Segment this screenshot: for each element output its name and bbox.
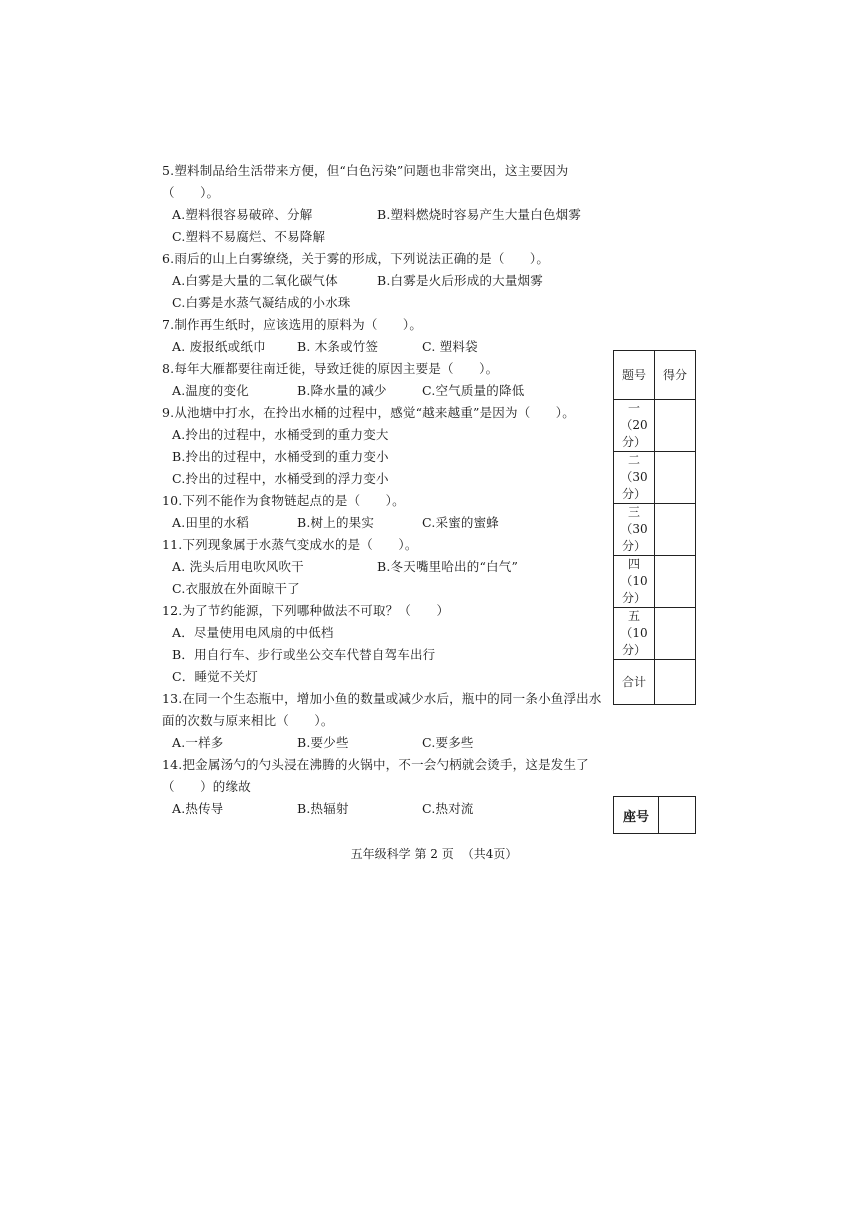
- answer-option[interactable]: B.热辐射: [297, 801, 349, 816]
- question-text: 5.塑料制品给生活带来方便，但“白色污染”问题也非常突出，这主要因为（ ）。: [162, 163, 569, 200]
- score-row: [614, 556, 696, 608]
- answer-option[interactable]: B. 木条或竹签: [297, 339, 379, 354]
- score-table: [613, 350, 696, 705]
- question-item: [162, 358, 610, 402]
- footer-page: 五年级科学 第 2 页: [350, 847, 454, 861]
- seat-number-label: 座号: [614, 797, 659, 834]
- question-text: 13.在同一个生态瓶中，增加小鱼的数量或减少水后，瓶中的同一条小鱼浮出水面的次数与原来相比（ ）。: [162, 691, 602, 728]
- score-cell[interactable]: [655, 556, 696, 608]
- score-row: [614, 608, 696, 660]
- answer-option[interactable]: A.一样多: [172, 735, 224, 750]
- score-table-header: [614, 351, 696, 400]
- score-row: [614, 452, 696, 504]
- score-cell[interactable]: [655, 400, 696, 452]
- answer-option[interactable]: C.拎出的过程中，水桶受到的浮力变小: [172, 471, 389, 486]
- score-total-row: [614, 660, 696, 705]
- answer-option[interactable]: A.热传导: [172, 801, 224, 816]
- score-cell[interactable]: [655, 452, 696, 504]
- score-row: [614, 504, 696, 556]
- question-item: [162, 160, 610, 248]
- answer-option[interactable]: C.空气质量的降低: [422, 383, 525, 398]
- option-list: [162, 424, 610, 490]
- answer-option[interactable]: C.塑料不易腐烂、不易降解: [172, 229, 326, 244]
- seat-number-cell[interactable]: [659, 797, 696, 834]
- question-item: [162, 248, 610, 314]
- answer-option[interactable]: B.白雾是火后形成的大量烟雾: [377, 273, 543, 288]
- option-list: [162, 798, 610, 820]
- option-list: [162, 732, 610, 754]
- answer-option[interactable]: C．睡觉不关灯: [172, 669, 258, 684]
- score-row: [614, 400, 696, 452]
- question-text: 7.制作再生纸时，应该选用的原料为（ ）。: [162, 317, 423, 332]
- option-list: [162, 270, 610, 314]
- score-row-label: 一 （20分）: [614, 400, 655, 452]
- question-item: [162, 688, 610, 754]
- question-item: [162, 534, 610, 600]
- answer-option[interactable]: A. 洗头后用电吹风吹干: [172, 559, 304, 574]
- answer-option[interactable]: A. 废报纸或纸巾: [172, 339, 266, 354]
- answer-option[interactable]: A．尽量使用电风扇的中低档: [172, 625, 334, 640]
- answer-option[interactable]: C.要多些: [422, 735, 474, 750]
- answer-option[interactable]: B.冬天嘴里哈出的“白气”: [377, 559, 519, 574]
- footer-total: （共4页）: [461, 847, 518, 861]
- option-list: [162, 204, 610, 248]
- answer-option[interactable]: C.白雾是水蒸气凝结成的小水珠: [172, 295, 351, 310]
- answer-option[interactable]: B.要少些: [297, 735, 349, 750]
- score-total-cell[interactable]: [655, 660, 696, 705]
- score-row-label: 二 （30分）: [614, 452, 655, 504]
- question-item: [162, 600, 610, 688]
- question-text: 12.为了节约能源，下列哪种做法不可取？（ ）: [162, 603, 450, 618]
- answer-option[interactable]: A.温度的变化: [172, 383, 249, 398]
- question-list: [162, 160, 610, 820]
- question-text: 8.每年大雁都要往南迁徙，导致迁徙的原因主要是（ ）。: [162, 361, 499, 376]
- question-item: [162, 314, 610, 358]
- option-list: [162, 556, 610, 600]
- score-row-label: 四 （10分）: [614, 556, 655, 608]
- option-list: [162, 622, 610, 688]
- question-text: 11.下列现象属于水蒸气变成水的是（ ）。: [162, 537, 418, 552]
- page-footer: [0, 845, 860, 862]
- score-cell[interactable]: [655, 504, 696, 556]
- question-text: 6.雨后的山上白雾缭绕，关于雾的形成，下列说法正确的是（ ）。: [162, 251, 550, 266]
- question-text: 10.下列不能作为食物链起点的是（ ）。: [162, 493, 405, 508]
- answer-option[interactable]: A.塑料很容易破碎、分解: [172, 207, 313, 222]
- answer-option[interactable]: A.拎出的过程中，水桶受到的重力变大: [172, 427, 389, 442]
- answer-option[interactable]: B.塑料燃烧时容易产生大量白色烟雾: [377, 207, 582, 222]
- option-list: [162, 512, 610, 534]
- answer-option[interactable]: B.拎出的过程中，水桶受到的重力变小: [172, 449, 389, 464]
- score-total-label: 合计: [614, 660, 655, 705]
- score-row-label: 五 （10分）: [614, 608, 655, 660]
- answer-option[interactable]: C.采蜜的蜜蜂: [422, 515, 499, 530]
- question-text: 14.把金属汤勺的勺头浸在沸腾的火锅中，不一会勺柄就会烫手，这是发生了（ ）的缘故: [162, 757, 589, 794]
- score-row-label: 三 （30分）: [614, 504, 655, 556]
- seat-number-box: [613, 796, 696, 834]
- question-item: [162, 754, 610, 820]
- answer-option[interactable]: B.降水量的减少: [297, 383, 387, 398]
- answer-option[interactable]: C.衣服放在外面晾干了: [172, 581, 300, 596]
- option-list: [162, 380, 610, 402]
- score-cell[interactable]: [655, 608, 696, 660]
- question-item: [162, 490, 610, 534]
- answer-option[interactable]: C.热对流: [422, 801, 474, 816]
- question-item: [162, 402, 610, 490]
- answer-option[interactable]: A.田里的水稻: [172, 515, 249, 530]
- answer-option[interactable]: C. 塑料袋: [422, 339, 478, 354]
- score-header-number: 题号: [614, 351, 655, 400]
- option-list: [162, 336, 610, 358]
- question-text: 9.从池塘中打水，在拎出水桶的过程中，感觉“越来越重”是因为（ ）。: [162, 405, 575, 420]
- answer-option[interactable]: B.树上的果实: [297, 515, 375, 530]
- score-header-score: 得分: [655, 351, 696, 400]
- answer-option[interactable]: B．用自行车、步行或坐公交车代替自驾车出行: [172, 647, 436, 662]
- answer-option[interactable]: A.白雾是大量的二氧化碳气体: [172, 273, 338, 288]
